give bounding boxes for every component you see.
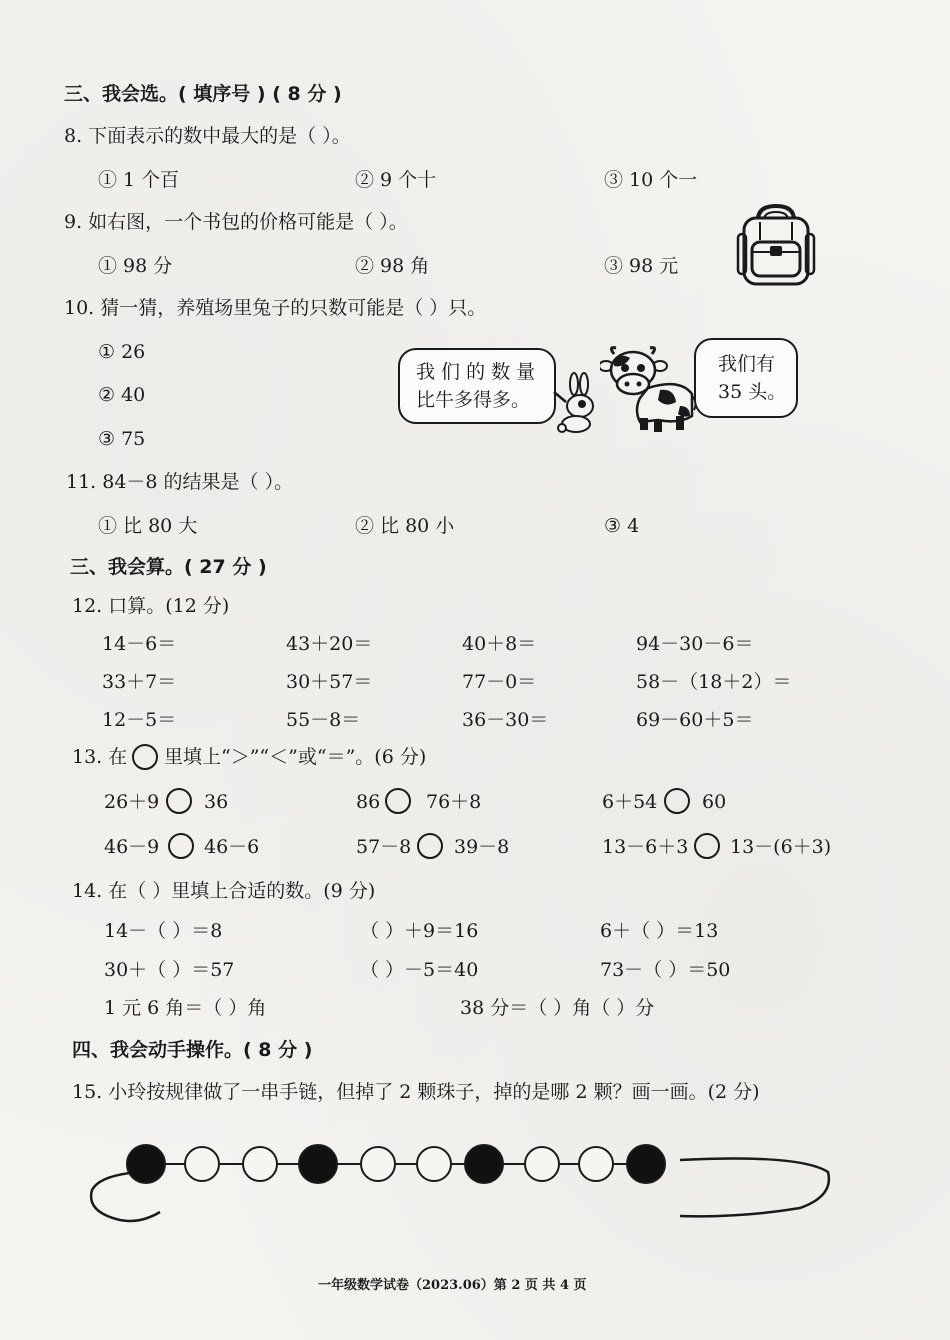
section-heading-choose: 三、我会选。( 填序号 ) ( 8 分 ) — [64, 83, 342, 105]
fill-blank-item[interactable]: 73－（ ）＝50 — [600, 959, 731, 981]
rabbit-speech-bubble — [398, 348, 556, 424]
compare-answer-circle[interactable] — [664, 788, 690, 814]
oral-calc-item: 55－8＝ — [286, 709, 361, 731]
compare-left: 86 — [356, 791, 381, 813]
question-8-option-3: ③ 10 个一 — [604, 169, 698, 191]
question-11-option-1: ① 比 80 大 — [98, 515, 198, 537]
section-heading-calculate: 三、我会算。( 27 分 ) — [70, 556, 267, 578]
cow-speech-line-2: 35 头。 — [718, 381, 787, 403]
bracelet-drawing — [80, 1120, 840, 1240]
black-bead — [627, 1145, 665, 1183]
fill-blank-item[interactable]: （ ）＋9＝16 — [360, 920, 479, 942]
question-15-stem: 15. 小玲按规律做了一串手链，但掉了 2 颗珠子，掉的是哪 2 颗？画一画。(2 分) — [72, 1081, 760, 1103]
section-heading-hands-on: 四、我会动手操作。( 8 分 ) — [72, 1039, 313, 1061]
oral-calc-item: 30＋57＝ — [286, 671, 373, 693]
question-8-option-1: ① 1 个百 — [98, 169, 180, 191]
fill-blank-item[interactable]: 1 元 6 角＝（ ）角 — [104, 997, 267, 1019]
question-10-option-2: ② 40 — [98, 384, 146, 406]
compare-answer-circle[interactable] — [168, 833, 194, 859]
compare-left: 13－6＋3 — [602, 836, 689, 858]
backpack-icon — [736, 200, 816, 290]
oral-calc-item: 69－60＋5＝ — [636, 709, 754, 731]
white-bead — [185, 1147, 219, 1181]
question-11-option-3: ③ 4 — [604, 515, 640, 537]
compare-right: 60 — [702, 791, 727, 813]
fill-blank-item[interactable]: 30＋（ ）＝57 — [104, 959, 235, 981]
compare-answer-circle[interactable] — [385, 788, 411, 814]
question-9-option-2: ② 98 角 — [355, 255, 430, 277]
compare-right: 46－6 — [204, 836, 260, 858]
compare-left: 6＋54 — [602, 791, 658, 813]
oral-calc-item: 40＋8＝ — [462, 633, 537, 655]
question-9-option-3: ③ 98 元 — [604, 255, 679, 277]
compare-right: 36 — [204, 791, 229, 813]
oral-calc-item: 58－（18＋2）＝ — [636, 671, 792, 693]
oral-calc-item: 94－30－6＝ — [636, 633, 754, 655]
compare-answer-circle[interactable] — [417, 833, 443, 859]
question-8-option-2: ② 9 个十 — [355, 169, 437, 191]
page-footer: 一年级数学试卷（2023.06）第 2 页 共 4 页 — [318, 1278, 587, 1293]
oral-calc-item: 43＋20＝ — [286, 633, 373, 655]
fill-blank-item[interactable]: 38 分＝（ ）角（ ）分 — [460, 997, 655, 1019]
fill-blank-item[interactable]: 6＋（ ）＝13 — [600, 920, 719, 942]
black-bead — [299, 1145, 337, 1183]
compare-left: 46－9 — [104, 836, 160, 858]
fill-blank-item[interactable]: 14－（ ）＝8 — [104, 920, 223, 942]
compare-answer-circle[interactable] — [166, 788, 192, 814]
white-bead — [417, 1147, 451, 1181]
rabbit-speech-line-1: 我 们 的 数 量 — [416, 361, 536, 383]
cow-speech-bubble — [694, 338, 798, 418]
black-bead — [127, 1145, 165, 1183]
oral-calc-item: 36－30＝ — [462, 709, 549, 731]
question-13-stem-end: 里填上“＞”“＜”或“＝”。(6 分) — [164, 746, 427, 768]
question-13-stem-start: 13. 在 — [72, 746, 128, 768]
rabbit-icon — [552, 372, 604, 434]
blank-circle-example — [132, 744, 158, 770]
question-8-stem: 8. 下面表示的数中最大的是（ ）。 — [64, 125, 351, 147]
black-bead — [465, 1145, 503, 1183]
rabbit-speech-line-2: 比牛多得多。 — [416, 389, 531, 411]
question-10-option-1: ① 26 — [98, 341, 146, 363]
question-9-stem: 9. 如右图，一个书包的价格可能是（ ）。 — [64, 211, 408, 233]
white-bead — [361, 1147, 395, 1181]
question-12-stem: 12. 口算。(12 分) — [72, 595, 230, 617]
question-11-stem: 11. 84－8 的结果是（ ）。 — [66, 471, 294, 493]
compare-left: 57－8 — [356, 836, 412, 858]
compare-right: 39－8 — [454, 836, 510, 858]
oral-calc-item: 77－0＝ — [462, 671, 537, 693]
fill-blank-item[interactable]: （ ）－5＝40 — [360, 959, 479, 981]
compare-right: 76＋8 — [426, 791, 482, 813]
white-bead — [525, 1147, 559, 1181]
cow-icon — [600, 344, 700, 432]
oral-calc-item: 14－6＝ — [102, 633, 177, 655]
question-10-option-3: ③ 75 — [98, 428, 146, 450]
compare-answer-circle[interactable] — [694, 833, 720, 859]
oral-calc-item: 33＋7＝ — [102, 671, 177, 693]
question-14-stem: 14. 在（ ）里填上合适的数。(9 分) — [72, 880, 376, 902]
cow-speech-line-1: 我们有 — [718, 353, 776, 375]
question-9-option-1: ① 98 分 — [98, 255, 173, 277]
question-10-stem: 10. 猜一猜，养殖场里兔子的只数可能是（ ）只。 — [64, 297, 487, 319]
question-11-option-2: ② 比 80 小 — [355, 515, 455, 537]
white-bead — [579, 1147, 613, 1181]
compare-left: 26＋9 — [104, 791, 160, 813]
white-bead — [243, 1147, 277, 1181]
oral-calc-item: 12－5＝ — [102, 709, 177, 731]
compare-right: 13－(6＋3) — [730, 836, 832, 858]
